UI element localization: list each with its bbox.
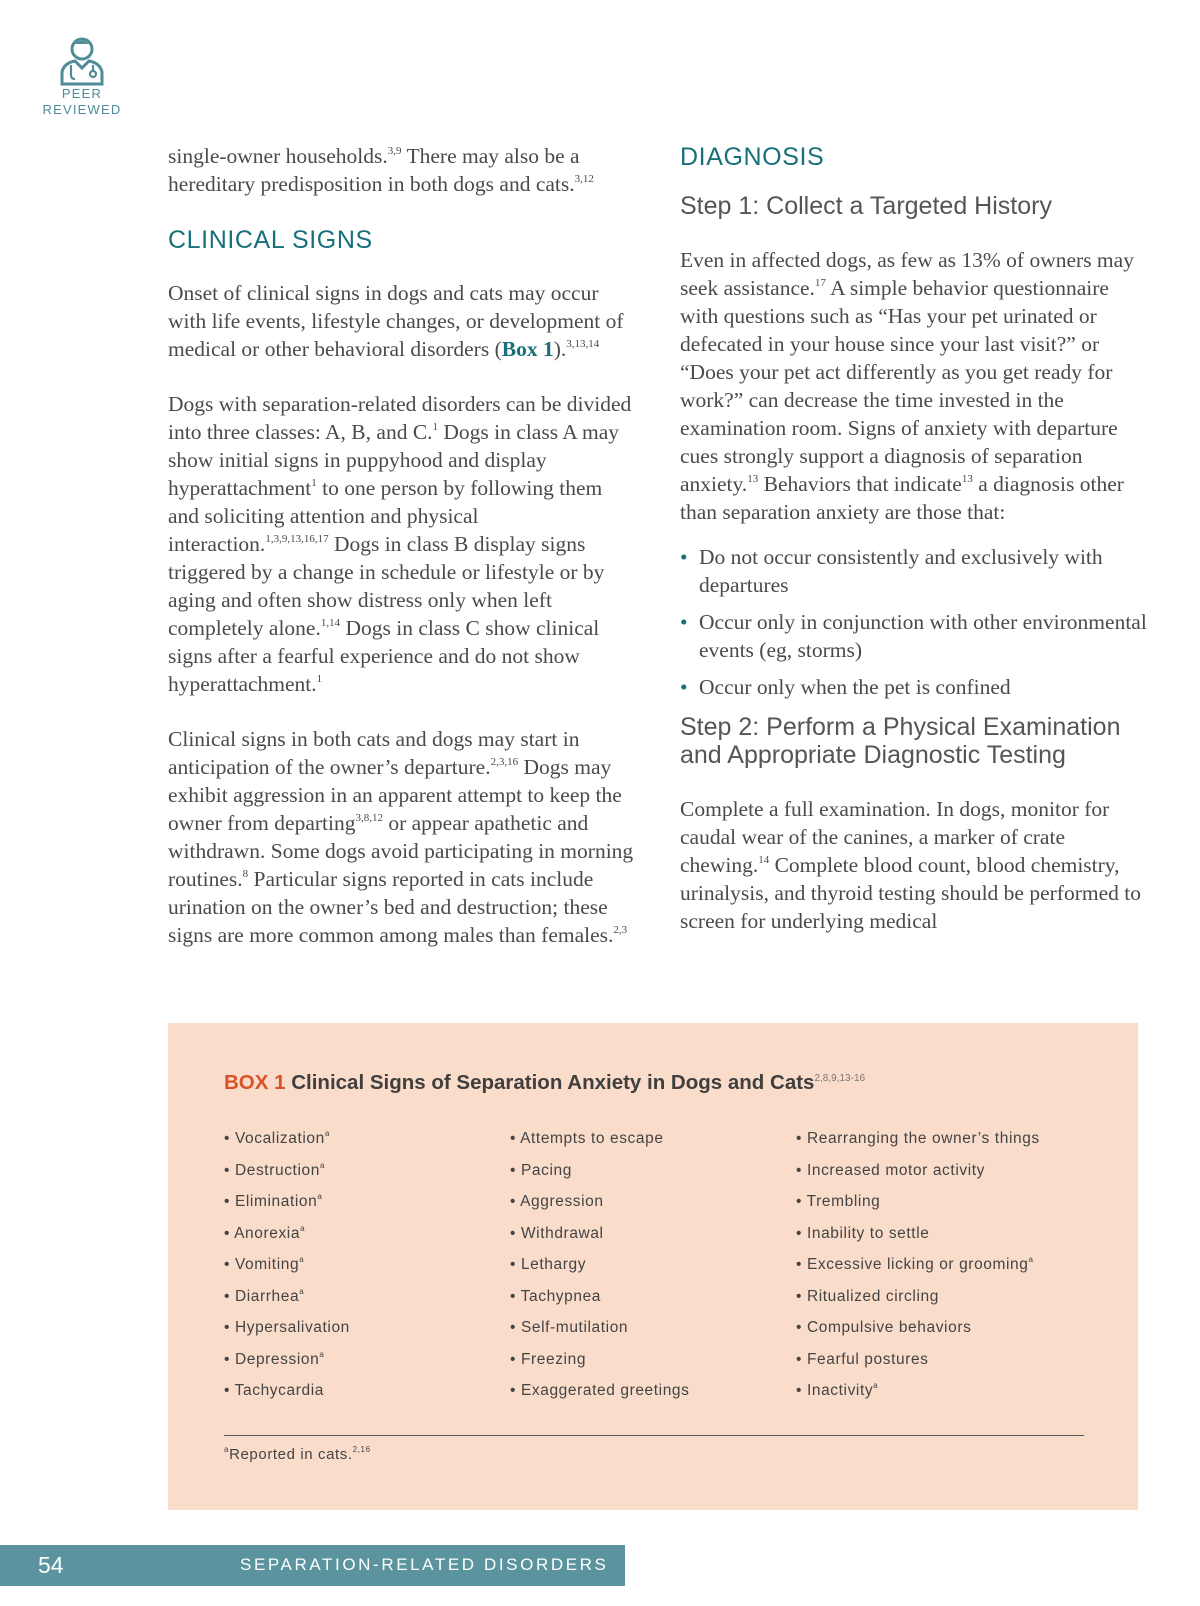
doctor-icon [57,34,107,86]
left-column [168,142,638,976]
intro-paragraph: single-owner households.$^{3,9}$ There may also be a hereditary predisposition in both dogs and cats.$^{3,12}$ [168,144,594,196]
page-number: 54 [38,1552,64,1578]
list-item: • Ritualized circling [796,1287,1076,1319]
list-item: • Aggression [510,1192,790,1224]
list-item: • Do not occur consistently and exclusively with departures [680,543,1150,599]
box-1-column-3 [796,1129,1076,1413]
departure-paragraph: Clinical signs in both cats and dogs may start in anticipation of the owner’s departure.$^{2,3,16}$ Dogs may exhibit aggression in an apparent attempt to keep the owner from departing$^{3,8,12}$ or appear apathetic and withdrawn. Some dogs avoid participating in morning routines.$^8$ Particular signs reported in cats include urination on the owner’s bed and destruction; these signs are more common among males than females.$^{2,3}$ [168,727,634,947]
classes-paragraph: Dogs with separation-related disorders can be divided into three classes: A, B, and C.$^1$ Dogs in class A may show initial signs in puppyhood and display hyperattachment$^1$ to one person by following them and soliciting attention and physical interaction.$^{1,3,9,13,16,17}$ Dogs in class B display signs triggered by a change in schedule or lifestyle or by aging and often show distress only when left completely alone.$^{1,14}$ Dogs in class C show clinical signs after a fearful experience and do not show hyperattachment.$^1$ [168,392,632,696]
list-item: • Tachypnea [510,1287,790,1319]
list-item: • Occur only in conjunction with other environmental events (eg, storms) [680,608,1150,664]
box-1-link[interactable]: Box 1 [501,337,554,361]
list-item: • Vocalization$^a$ [224,1129,504,1161]
list-item: • Hypersalivation [224,1318,504,1350]
box-1-divider [224,1435,1084,1436]
list-item: • Self-mutilation [510,1318,790,1350]
list-item: • Rearranging the owner’s things [796,1129,1076,1161]
box-1-title: BOX 1 Clinical Signs of Separation Anxiety in Dogs and Cats$^{2,8,9,13-16}$ [224,1071,866,1094]
box-1-tag: BOX 1 [224,1071,286,1094]
list-item: • Depression$^a$ [224,1350,504,1382]
box-1-column-1 [224,1129,504,1413]
diagnosis-bullet-list [680,543,1150,701]
list-item: • Vomiting$^a$ [224,1255,504,1287]
list-item: • Elimination$^a$ [224,1192,504,1224]
list-item: • Exaggerated greetings [510,1381,790,1413]
diagnosis-heading: DIAGNOSIS [680,143,825,171]
list-item: • Occur only when the pet is confined [680,673,1150,701]
list-item: • Destruction$^a$ [224,1161,504,1193]
list-item: • Increased motor activity [796,1161,1076,1193]
right-column [680,142,1150,962]
section-title: SEPARATION-RELATED DISORDERS [240,1555,609,1574]
box-1-panel [168,1023,1138,1510]
onset-paragraph: Onset of clinical signs in dogs and cats may occur with life events, lifestyle changes, or development of medical or other behavioral disorders (Box 1).$^{3,13,14}$ [168,281,624,361]
history-paragraph: Even in affected dogs, as few as 13% of owners may seek assistance.$^{17}$ A simple behavior questionnaire with questions such as “Has your pet urinated or defecated in your house since your last visit?” or “Does your pet act differently as you get ready for work?” can decrease the time invested in the examination room. Signs of anxiety with departure cues strongly support a diagnosis of separation anxiety.$^{13}$ Behaviors that indicate$^{13}$ a diagnosis other than separation anxiety are those that: [680,248,1134,524]
peer-reviewed-badge [36,34,128,118]
list-item: • Withdrawal [510,1224,790,1256]
step-2-heading: Step 2: Perform a Physical Examination and Appropriate Diagnostic Testing [680,713,1121,769]
list-item: • Inability to settle [796,1224,1076,1256]
list-item: • Lethargy [510,1255,790,1287]
list-item: • Anorexia$^a$ [224,1224,504,1256]
step-1-heading: Step 1: Collect a Targeted History [680,192,1052,220]
list-item: • Attempts to escape [510,1129,790,1161]
clinical-signs-heading: CLINICAL SIGNS [168,226,373,254]
badge-label-line1: PEER [61,86,103,101]
page-footer-bar [0,1545,625,1586]
box-1-footnote: $^a$Reported in cats.$^{2,16}$ [224,1445,371,1463]
list-item: • Fearful postures [796,1350,1076,1382]
list-item: • Diarrhea$^a$ [224,1287,504,1319]
list-item: • Tachycardia [224,1381,504,1413]
list-item: • Inactivity$^a$ [796,1381,1076,1413]
exam-paragraph: Complete a full examination. In dogs, monitor for caudal wear of the canines, a marker of crate chewing.$^{14}$ Complete blood count, blood chemistry, urinalysis, and thyroid testing should be performed to screen for underlying medical [680,797,1141,933]
list-item: • Freezing [510,1350,790,1382]
list-item: • Compulsive behaviors [796,1318,1076,1350]
box-1-column-2 [510,1129,790,1413]
list-item: • Excessive licking or grooming$^a$ [796,1255,1076,1287]
badge-label-line2: REVIEWED [42,102,122,117]
list-item: • Trembling [796,1192,1076,1224]
list-item: • Pacing [510,1161,790,1193]
